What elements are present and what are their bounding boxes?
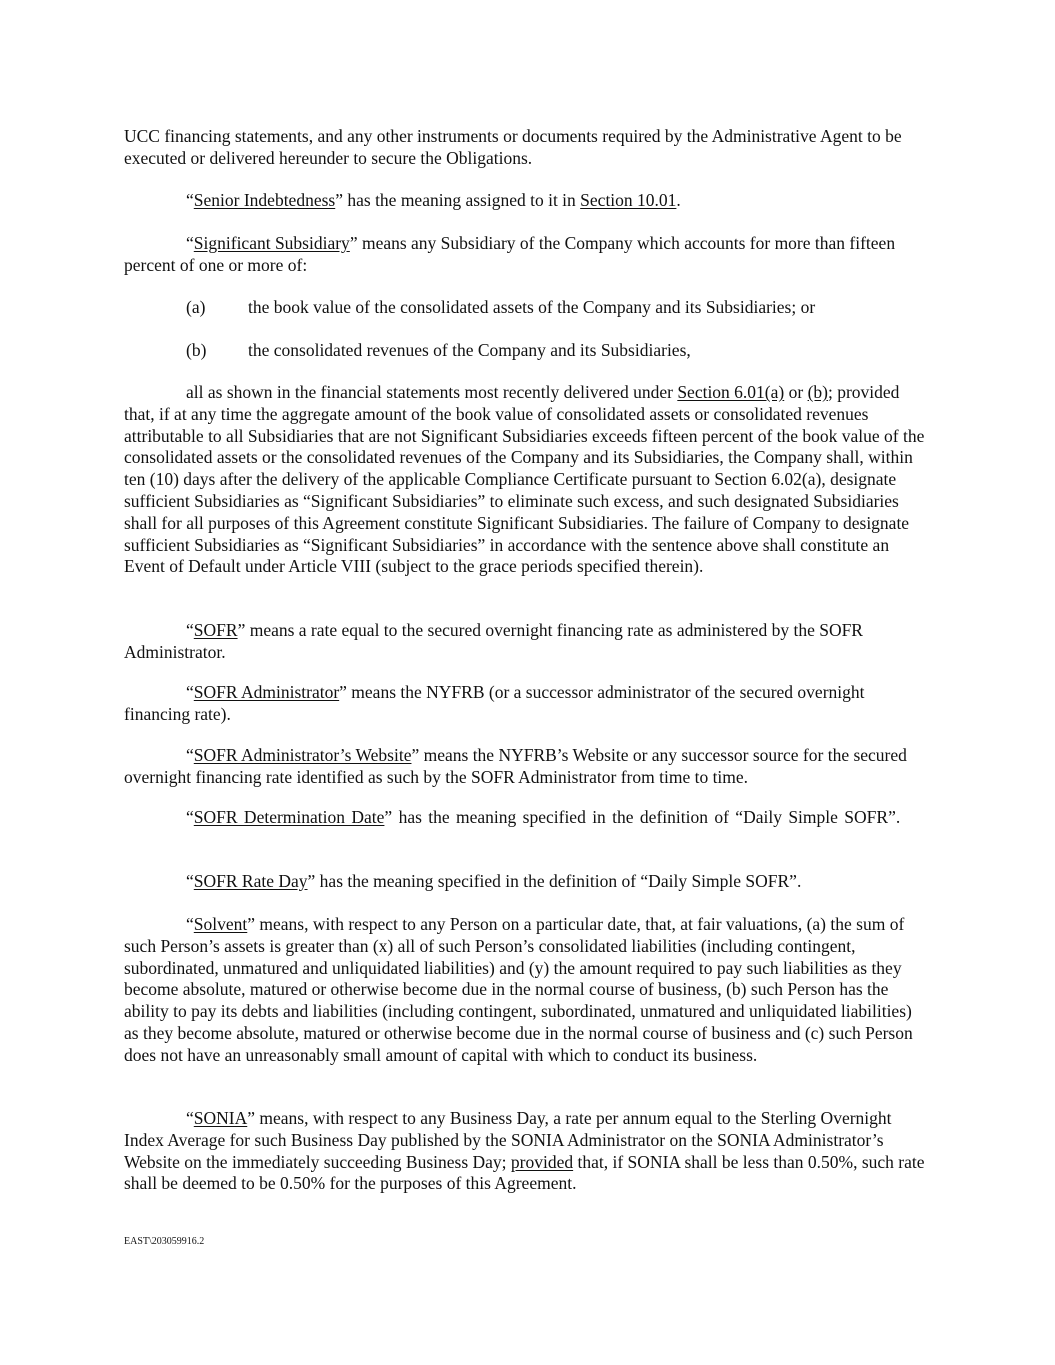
defined-term: SONIA: [193, 1108, 248, 1128]
defined-term: SOFR: [193, 620, 238, 640]
open-quote: “: [186, 190, 194, 210]
paragraph-all-as-shown: [124, 382, 927, 578]
definition-sofr-administrator: [124, 682, 927, 726]
paragraph-text: ; provided that, if at any time the aggregate amount of the book value of consolidated assets or consolidated revenues attributable to all Subsidiaries that are not Significant Subsidiaries exceeds fifteen percent of the book value of the consolidated assets or the consolidated revenues of the Company and its Subsidiaries, the Company shall, within ten (10) days after the delivery of the applicable Compliance Certificate pursuant to Section 6.02(a), designate sufficient Subsidiaries as “Significant Subsidiaries” to eliminate such excess, and such designated Subsidiaries shall for all purposes of this Agreement constitute Significant Subsidiaries. The failure of Company to designate sufficient Subsidiaries as “Significant Subsidiaries” in accordance with the sentence above shall constitute an Event of Default under Article VIII (subject to the grace periods specified therein).: [124, 382, 925, 577]
paragraph-text: or: [784, 382, 808, 402]
document-footer-id: EAST\203059916.2: [124, 1236, 205, 1247]
definition-text: ” means the NYFRB (or a successor administrator of the secured overnight financing rate).: [124, 682, 865, 724]
section-reference: Section 6.01(a): [677, 382, 785, 402]
definition-sofr: [124, 620, 927, 664]
definition-text: that, if SONIA shall be less than 0.50%, such rate shall be deemed to be 0.50% for the purposes of this Agreement.: [124, 1151, 925, 1194]
paragraph-text: all as shown in the financial statements most recently delivered under: [186, 382, 678, 402]
definition-sonia: [124, 1108, 927, 1195]
defined-term: Senior Indebtedness: [193, 190, 336, 210]
open-quote: “: [186, 620, 194, 640]
defined-term: SOFR Determination Date: [193, 807, 385, 827]
definition-solvent: [124, 914, 927, 1067]
paragraph-ucc-financing: UCC financing statements, and any other instruments or documents required by the Administrative Agent to be executed or delivered hereunder to secure the Obligations.: [124, 126, 902, 168]
definition-text: ” means a rate equal to the secured overnight financing rate as administered by the SOFR Administrator.: [124, 620, 863, 662]
list-item-label: (b): [186, 340, 207, 360]
open-quote: “: [186, 682, 194, 702]
definition-text: ” has the meaning specified in the definition of “Daily Simple SOFR”.: [384, 807, 901, 827]
list-item-text: the consolidated revenues of the Company and its Subsidiaries,: [248, 340, 691, 360]
definition-text: ” has the meaning assigned to it in: [335, 190, 581, 210]
list-item: [186, 340, 926, 362]
definition-text: ” means the NYFRB’s Website or any successor source for the secured overnight financing rate identified as such by the SOFR Administrator from time to time.: [124, 745, 907, 787]
open-quote: “: [186, 807, 194, 827]
list-item-label: (a): [186, 297, 206, 317]
defined-term: Significant Subsidiary: [193, 233, 350, 253]
open-quote: “: [186, 914, 194, 934]
definition-sofr-rate-day: [124, 871, 927, 893]
defined-term: SOFR Rate Day: [193, 871, 308, 891]
definition-senior-indebtedness: [124, 190, 927, 212]
open-quote: “: [186, 871, 194, 891]
definition-text: ” has the meaning specified in the definition of “Daily Simple SOFR”.: [307, 871, 802, 891]
list-item: [186, 297, 926, 319]
defined-term: SOFR Administrator: [193, 682, 340, 702]
defined-term: Solvent: [193, 914, 248, 934]
definition-text: ” means, with respect to any Person on a particular date, that, at fair valuations, (a) the sum of such Person’s assets is greater than (x) all of such Person’s consolidated liabilities (including contingent, subordinated, unmatured and unliquidated liabilities) and (y) the amount required to pay such liabilities as they become absolute, matured or otherwise become due in the normal course of business, (b) such Person has the ability to pay its debts and liabilities (including contingent, subordinated, unmatured and unliquidated liabilities) as they become absolute, matured or otherwise become due in the normal course of business and (c) such Person does not have an unreasonably small amount of capital with which to conduct its business.: [124, 914, 913, 1065]
definition-sofr-determination-date: [124, 807, 927, 829]
open-quote: “: [186, 745, 194, 765]
defined-term: SOFR Administrator’s Website: [193, 745, 412, 765]
list-item-text: the book value of the consolidated assets of the Company and its Subsidiaries; or: [248, 297, 816, 317]
definition-significant-subsidiary: [124, 233, 927, 277]
definition-sofr-administrators-website: [124, 745, 927, 789]
definition-text: ” means any Subsidiary of the Company which accounts for more than fifteen percent of one or more of:: [124, 233, 896, 275]
open-quote: “: [186, 233, 194, 253]
provided-term: provided: [510, 1151, 574, 1172]
open-quote: “: [186, 1108, 194, 1128]
definition-end: .: [676, 190, 681, 210]
section-reference: (b): [807, 382, 828, 402]
section-reference: Section 10.01: [580, 190, 677, 210]
definition-text: ” means, with respect to any Business Day, a rate per annum equal to the Sterling Overnight Index Average for such Business Day published by the SONIA Administrator on the SONIA Administrator’s Website on the immediately succeeding Business Day;: [124, 1108, 892, 1172]
